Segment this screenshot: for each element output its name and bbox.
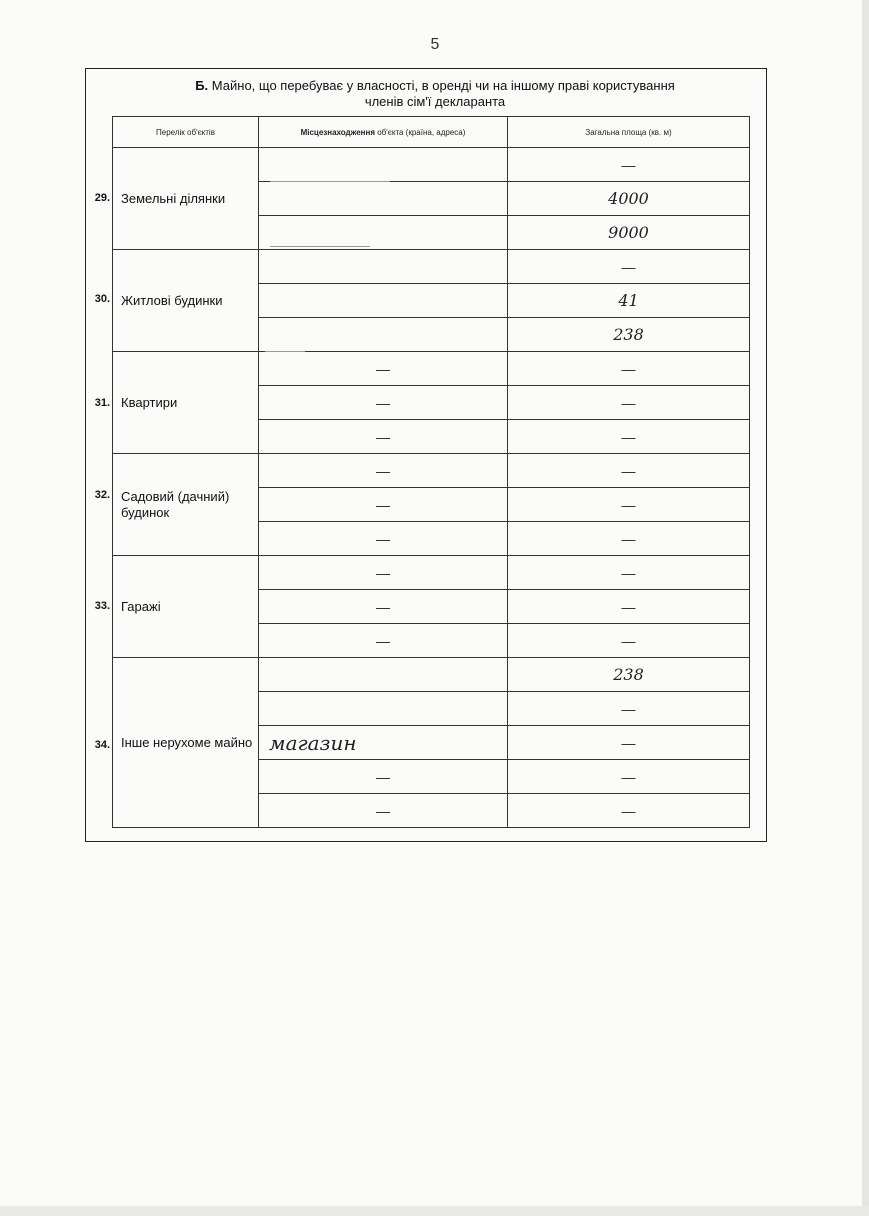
category-garages: Гаражі bbox=[113, 556, 259, 658]
area-cell: 4000 bbox=[508, 182, 750, 216]
page-edge-right bbox=[862, 0, 869, 1216]
location-cell: — bbox=[259, 522, 508, 556]
area-cell: — bbox=[508, 624, 750, 658]
section-title-line1: Майно, що перебуває у власності, в оренді чи на іншому праві користування bbox=[211, 78, 675, 93]
header-location bbox=[259, 117, 508, 148]
area-cell: — bbox=[508, 148, 750, 182]
location-cell: — bbox=[259, 488, 508, 522]
section-title bbox=[100, 78, 770, 110]
area-cell: 238 bbox=[508, 318, 750, 352]
redaction-remnant bbox=[270, 181, 390, 182]
category-land: Земельні ділянки bbox=[113, 148, 259, 250]
row-number: 30. bbox=[94, 293, 110, 305]
location-cell: — bbox=[259, 590, 508, 624]
category-houses: Житлові будинки bbox=[113, 250, 259, 352]
location-cell: — bbox=[259, 420, 508, 454]
row-number: 32. bbox=[94, 489, 110, 501]
location-cell bbox=[259, 216, 508, 250]
area-cell: — bbox=[508, 488, 750, 522]
location-cell: — bbox=[259, 352, 508, 386]
page-edge-bottom bbox=[0, 1206, 869, 1216]
section-letter: Б. bbox=[195, 78, 209, 93]
area-cell: — bbox=[508, 522, 750, 556]
row-number: 34. bbox=[94, 739, 110, 751]
location-cell bbox=[259, 658, 508, 692]
location-cell bbox=[259, 148, 508, 182]
page-number: 5 bbox=[430, 36, 440, 53]
area-cell: — bbox=[508, 692, 750, 726]
area-cell: — bbox=[508, 760, 750, 794]
area-cell: — bbox=[508, 794, 750, 828]
property-table bbox=[112, 116, 750, 828]
area-cell: — bbox=[508, 556, 750, 590]
redaction-remnant bbox=[265, 351, 305, 352]
area-cell: — bbox=[508, 590, 750, 624]
header-objects: Перелік об'єктів bbox=[113, 117, 259, 148]
header-location-rest: об'єкта (країна, адреса) bbox=[374, 127, 466, 137]
location-cell: — bbox=[259, 624, 508, 658]
location-cell bbox=[259, 318, 508, 352]
row-number: 33. bbox=[94, 600, 110, 612]
area-cell: — bbox=[508, 352, 750, 386]
header-area: Загальна площа (кв. м) bbox=[508, 117, 750, 148]
area-cell: — bbox=[508, 454, 750, 488]
location-cell: — bbox=[259, 386, 508, 420]
category-garden-house: Садовий (дачний) будинок bbox=[113, 454, 259, 556]
location-cell bbox=[259, 284, 508, 318]
location-cell bbox=[259, 182, 508, 216]
location-cell bbox=[259, 692, 508, 726]
area-cell: — bbox=[508, 386, 750, 420]
location-cell-handwritten: магазин bbox=[259, 726, 508, 760]
location-cell: — bbox=[259, 760, 508, 794]
redaction-remnant bbox=[270, 246, 370, 247]
location-cell: — bbox=[259, 454, 508, 488]
section-title-line2: членів сім'ї декларанта bbox=[364, 94, 506, 109]
location-cell: — bbox=[259, 794, 508, 828]
area-cell: 41 bbox=[508, 284, 750, 318]
row-number: 31. bbox=[94, 397, 110, 409]
row-number: 29. bbox=[94, 192, 110, 204]
area-cell: — bbox=[508, 420, 750, 454]
area-cell: — bbox=[508, 250, 750, 284]
area-cell: — bbox=[508, 726, 750, 760]
category-other-real-estate: Інше нерухоме майно bbox=[113, 658, 259, 828]
location-cell: — bbox=[259, 556, 508, 590]
location-cell bbox=[259, 250, 508, 284]
category-apartments: Квартири bbox=[113, 352, 259, 454]
header-location-bold: Місцезнаходження bbox=[300, 127, 375, 137]
area-cell: 9000 bbox=[508, 216, 750, 250]
area-cell: 238 bbox=[508, 658, 750, 692]
